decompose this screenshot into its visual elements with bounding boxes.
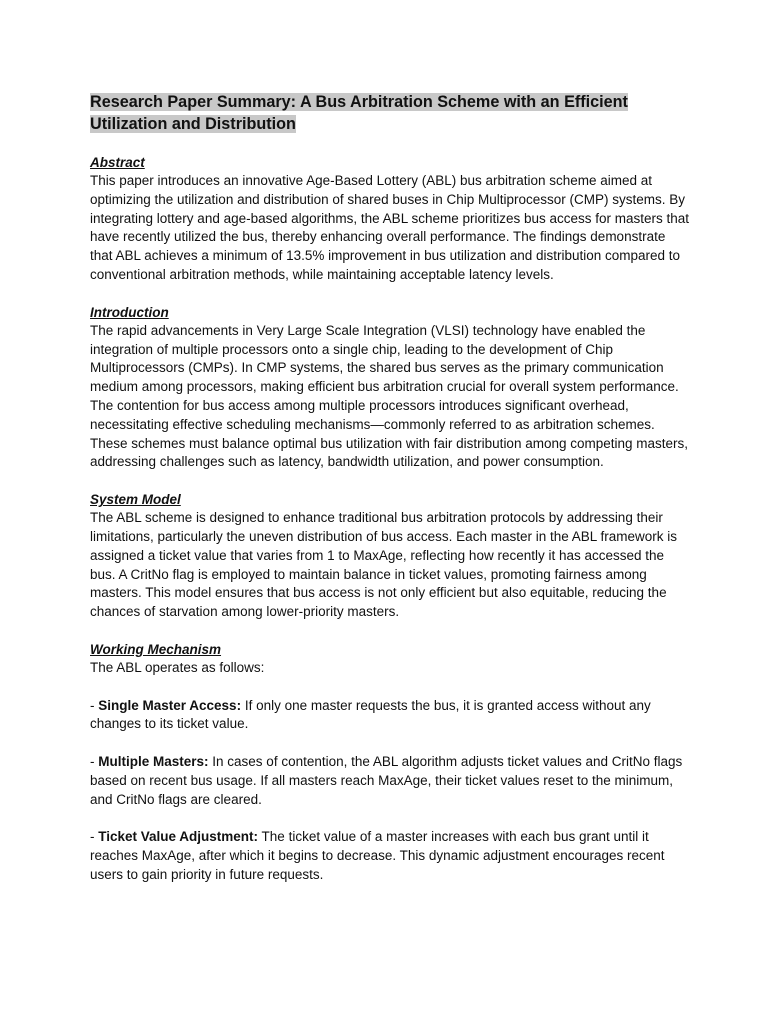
section-body-introduction: The rapid advancements in Very Large Scale Integration (VLSI) technology have enabled the integration of multiple processors onto a single chip, leading to the development of Chip Multiprocessors (CMPs). In CMP systems, the shared bus serves as the primary communication medium among processors, making efficient bus arbitration crucial for overall system performance. The contention for bus access among multiple processors introduces significant overhead, necessitating effective scheduling mechanisms—commonly referred to as arbitration schemes. These schemes must balance optimal bus utilization with fair distribution among competing masters, addressing challenges such as latency, bandwidth utilization, and power consumption.: [90, 322, 689, 470]
list-item-text: The ticket value of a master increases with each bus grant until it reaches MaxAge, after which it begins to decrease. This dynamic adjustment encourages recent users to gain priority in future requests.: [90, 829, 665, 882]
section-body-system-model: The ABL scheme is designed to enhance traditional bus arbitration protocols by addressing their limitations, particularly the uneven distribution of bus access. Each master in the ABL framework is assigned a ticket value that varies from 1 to MaxAge, reflecting how recently it has accessed the bus. A CritNo flag is employed to maintain balance in ticket values, promoting fairness among masters. This model ensures that bus access is not only efficient but also equitable, reducing the chances of starvation among lower-priority masters.: [90, 510, 678, 620]
list-item-label: Single Master Access:: [98, 697, 242, 713]
list-item-prefix: -: [90, 697, 99, 713]
list-item-label: Multiple Masters:: [98, 753, 209, 769]
list-item-text: In cases of contention, the ABL algorithm adjusts ticket values and CritNo flags based on recent bus usage. If all masters reach MaxAge, their ticket values reset to the minimum, and CritNo flags are cleared.: [90, 753, 683, 807]
list-item-prefix: -: [90, 753, 99, 769]
list-item: [90, 828, 690, 884]
page-title-text: Research Paper Summary: A Bus Arbitration Scheme with an Efficient Utilization and Distribution: [90, 93, 628, 133]
section-system-model: [90, 490, 690, 622]
section-abstract: [90, 153, 690, 285]
list-item-label: Ticket Value Adjustment:: [98, 829, 259, 845]
section-heading-working-mechanism: Working Mechanism: [90, 641, 222, 657]
document-content: [90, 91, 690, 885]
list-item: [90, 697, 690, 735]
section-working-mechanism: [90, 640, 690, 885]
section-body-abstract: This paper introduces an innovative Age-Based Lottery (ABL) bus arbitration scheme aimed at optimizing the utilization and distribution of shared buses in Chip Multiprocessor (CMP) systems. By integrating lottery and age-based algorithms, the ABL scheme prioritizes bus access for masters that have recently utilized the bus, thereby enhancing overall performance. The findings demonstrate that ABL achieves a minimum of 13.5% improvement in bus utilization and distribution compared to conventional arbitration methods, while maintaining acceptable latency levels.: [90, 173, 690, 282]
section-heading-introduction: Introduction: [90, 304, 169, 320]
section-heading-abstract: Abstract: [90, 155, 145, 170]
list-item-text: If only one master requests the bus, it is granted access without any changes to its ticket value.: [90, 697, 651, 732]
list-item-prefix: -: [90, 829, 99, 845]
list-item: [90, 753, 690, 809]
page-title: [90, 91, 690, 135]
section-intro-working-mechanism: The ABL operates as follows:: [90, 659, 265, 675]
section-heading-system-model: System Model: [90, 492, 181, 508]
section-introduction: [90, 303, 690, 472]
